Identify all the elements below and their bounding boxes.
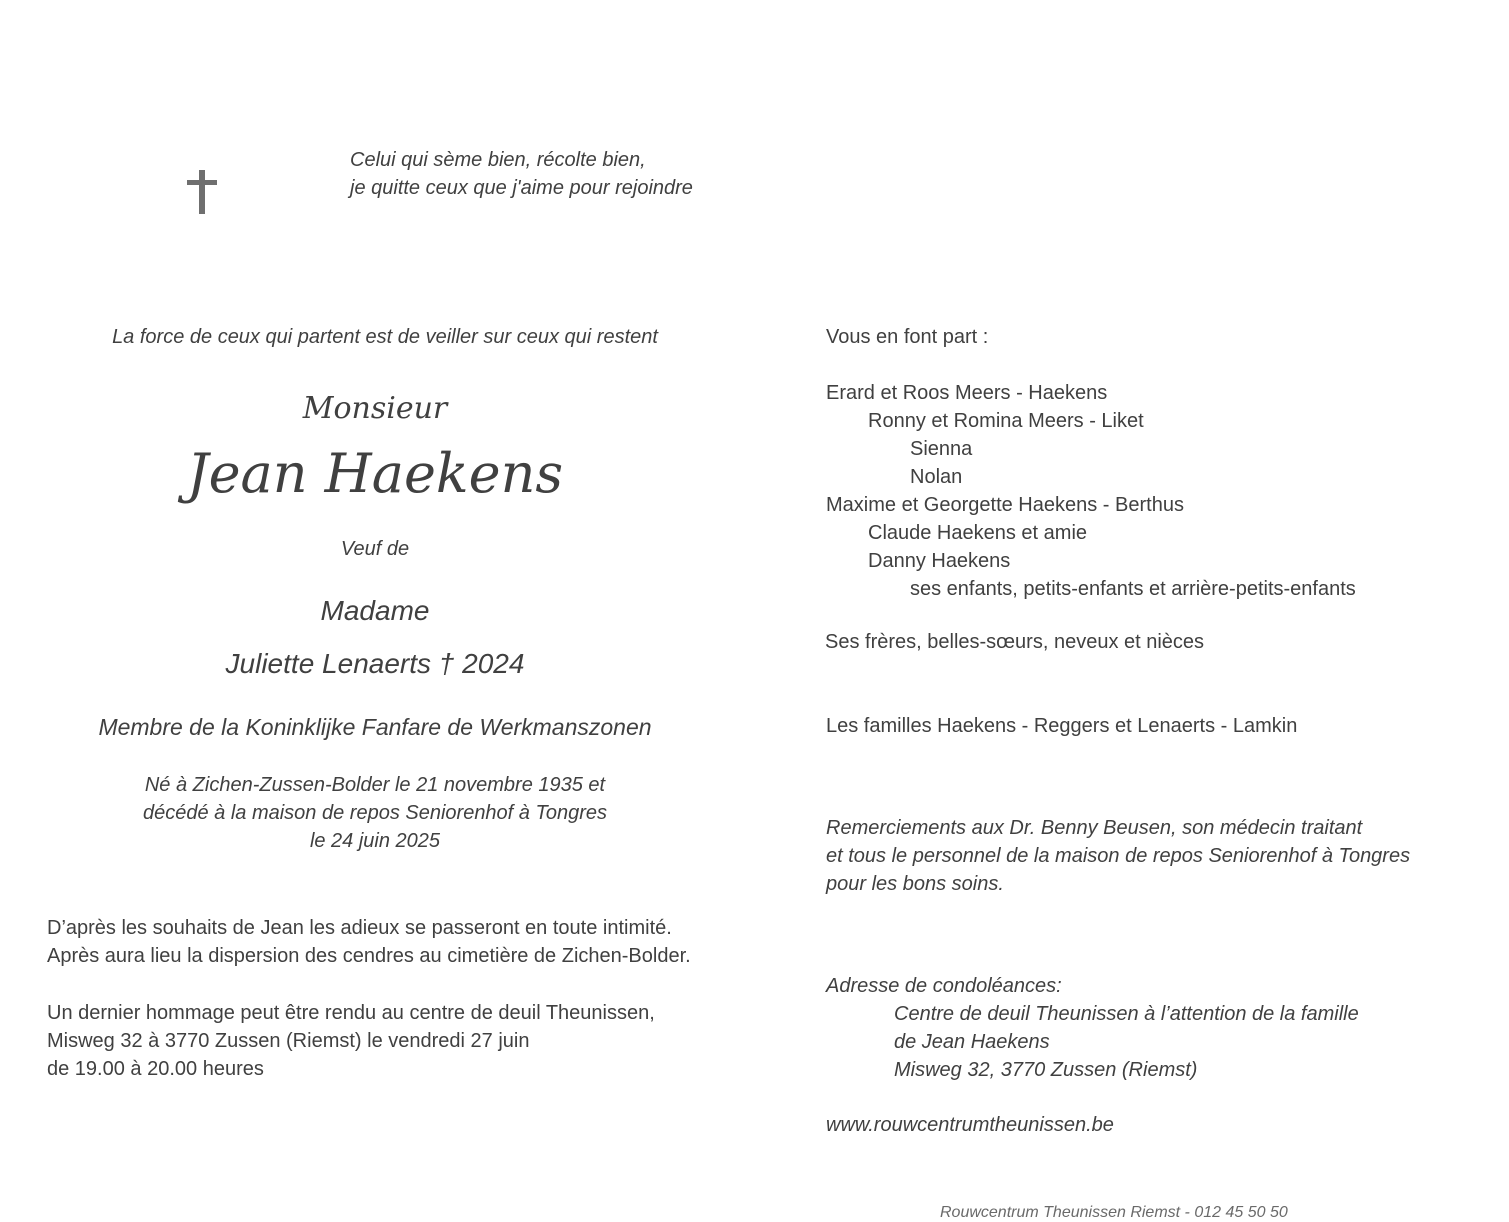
birth-line-3: le 24 juin 2025	[309, 830, 441, 852]
membership: Membre de la Koninklijke Fanfare de Werkmanszonen	[98, 714, 652, 740]
family-member: Nolan	[910, 466, 963, 488]
siblings-line: Ses frères, belles-sœurs, neveux et nièces	[825, 631, 1205, 653]
thanks-line-3: pour les bons soins.	[826, 873, 1004, 895]
condolence-label: Adresse de condoléances:	[826, 975, 1062, 997]
tribute-line-3: de 19.00 à 20.00 heures	[47, 1058, 264, 1080]
quote-line-1: Celui qui sème bien, récolte bien,	[350, 149, 646, 171]
farewell-line-1: D’après les souhaits de Jean les adieux se passeront en toute intimité.	[47, 917, 672, 939]
website-link[interactable]: www.rouwcentrumtheunissen.be	[826, 1114, 1114, 1136]
families-line: Les familles Haekens - Reggers et Lenaerts - Lamkin	[826, 715, 1298, 737]
farewell-line-2: Après aura lieu la dispersion des cendres au cimetière de Zichen-Bolder.	[47, 945, 691, 967]
quote-line-2: je quitte ceux que j'aime pour rejoindre	[350, 177, 693, 199]
cross-icon	[187, 170, 217, 214]
family-member: Claude Haekens et amie	[868, 522, 1088, 544]
tribute-line-1: Un dernier hommage peut être rendu au centre de deuil Theunissen,	[47, 1002, 655, 1024]
deceased-name: Jean Haekens	[186, 442, 564, 505]
spouse-title: Madame	[320, 595, 430, 626]
family-member: ses enfants, petits-enfants et arrière-petits-enfants	[910, 578, 1356, 600]
widower-label: Veuf de	[340, 538, 410, 560]
thanks-line-2: et tous le personnel de la maison de repos Seniorenhof à Tongres	[826, 845, 1411, 867]
motto: La force de ceux qui partent est de veiller sur ceux qui restent	[112, 326, 658, 348]
condolence-line-3: Misweg 32, 3770 Zussen (Riemst)	[894, 1059, 1198, 1081]
spouse-name: Juliette Lenaerts † 2024	[225, 648, 525, 679]
footer-contact: Rouwcentrum Theunissen Riemst - 012 45 50 50	[940, 1204, 1288, 1221]
announcement-intro: Vous en font part :	[826, 326, 989, 348]
family-member: Erard et Roos Meers - Haekens	[826, 382, 1108, 404]
family-member: Maxime et Georgette Haekens - Berthus	[826, 494, 1184, 516]
tribute-line-2: Misweg 32 à 3770 Zussen (Riemst) le vendredi 27 juin	[47, 1030, 530, 1052]
family-member: Ronny et Romina Meers - Liket	[868, 410, 1144, 432]
birth-line-1: Né à Zichen-Zussen-Bolder le 21 novembre 1935 et	[144, 774, 606, 796]
family-member: Danny Haekens	[868, 550, 1011, 572]
thanks-line-1: Remerciements aux Dr. Benny Beusen, son médecin traitant	[826, 817, 1363, 839]
condolence-line-2: de Jean Haekens	[894, 1031, 1050, 1053]
birth-line-2: décédé à la maison de repos Seniorenhof à Tongres	[142, 802, 608, 824]
condolence-line-1: Centre de deuil Theunissen à l’attention de la famille	[894, 1003, 1359, 1025]
family-member: Sienna	[910, 438, 973, 460]
title-monsieur: Monsieur	[302, 391, 448, 426]
family-list	[826, 379, 1356, 603]
